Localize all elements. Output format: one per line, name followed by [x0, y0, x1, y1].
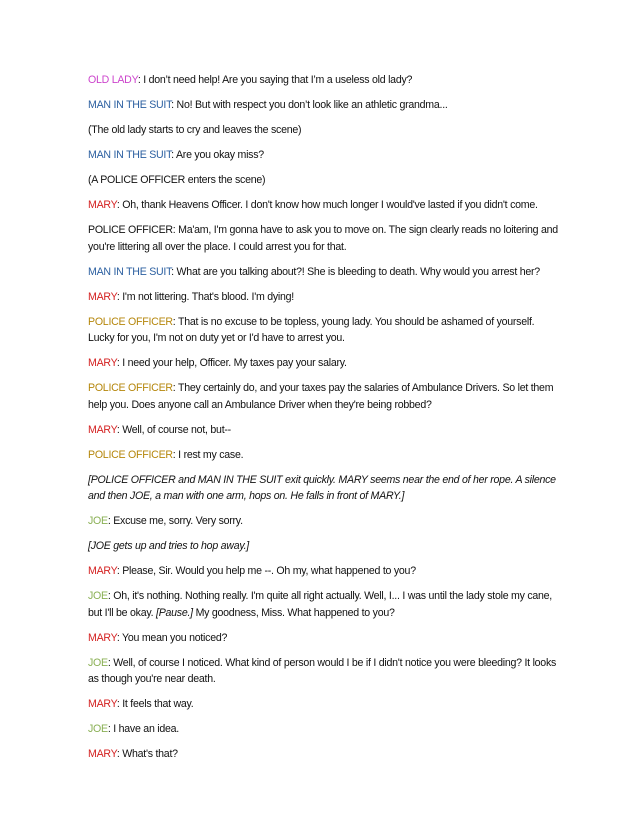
speaker-name: MARY: [88, 290, 117, 303]
dialogue-line: POLICE OFFICER: Ma'am, I'm gonna have to ask you to move on. The sign clearly reads no loitering and you're littering all over the place. I could arrest you for that.: [88, 224, 558, 253]
speaker-name: MARY: [88, 748, 117, 760]
dialogue-text: : Please, Sir. Would you help me --. Oh my, what happened to you?: [116, 565, 416, 577]
dialogue-text: : What's that?: [116, 748, 178, 760]
dialogue-text: : That is no excuse to be topless, young lady. You should be ashamed of yourself. Lucky for you, I'm not on duty yet or I'd have to arrest you.: [88, 315, 535, 344]
dialogue-text: : You mean you noticed?: [116, 631, 228, 644]
stage-direction-inline: [Pause.]: [156, 606, 193, 619]
speaker-name: MAN IN THE SUIT: [88, 99, 172, 111]
dialogue-line: [88, 422, 558, 439]
speaker-name: JOE: [88, 590, 108, 602]
stage-direction: (A POLICE OFFICER enters the scene): [88, 174, 266, 186]
dialogue-text: : I have an idea.: [107, 723, 179, 735]
dialogue-line: [88, 147, 558, 164]
dialogue-text: : They certainly do, and your taxes pay the salaries of Ambulance Drivers. So let them help you. Does anyone call an Ambulance Driver when they're being robbed?: [88, 382, 554, 411]
dialogue-text: : Oh, thank Heavens Officer. I don't know how much longer I would've lasted if you didn't come.: [116, 199, 538, 211]
dialogue-line: [88, 588, 558, 621]
speaker-name: JOE: [88, 656, 108, 669]
dialogue-line: [88, 289, 558, 306]
dialogue-text: : Excuse me, sorry. Very sorry.: [107, 515, 243, 527]
dialogue-line: [88, 513, 558, 530]
stage-direction: [POLICE OFFICER and MAN IN THE SUIT exit quickly. MARY seems near the end of her rope. A silence and then JOE, a man with one arm, hops on. He falls in front of MARY.]: [88, 473, 556, 502]
stage-direction: [JOE gets up and tries to hop away.]: [88, 540, 249, 552]
dialogue-text: : I don’t need help! Are you saying that I’m a useless old lady?: [137, 74, 413, 86]
dialogue-line: [88, 630, 558, 647]
dialogue-text: : I need your help, Officer. My taxes pay your salary.: [116, 357, 347, 369]
dialogue-line: [88, 447, 558, 464]
script-body: [88, 72, 558, 771]
dialogue-text: : Well, of course I noticed. What kind of person would I be if I didn't notice you were bleeding? It looks as though you're near death.: [88, 656, 557, 685]
speaker-name: JOE: [88, 723, 108, 735]
dialogue-text: : Well, of course not, but--: [116, 423, 231, 436]
speaker-name: MARY: [88, 357, 117, 369]
speaker-name: MARY: [88, 631, 117, 644]
dialogue-text-continued: My goodness, Miss. What happened to you?: [192, 606, 395, 619]
dialogue-line: [88, 655, 558, 688]
speaker-name: JOE: [88, 515, 108, 527]
speaker-name: MAN IN THE SUIT: [88, 265, 172, 278]
dialogue-line: [88, 72, 558, 89]
stage-direction: (The old lady starts to cry and leaves the scene): [88, 124, 302, 136]
speaker-name: POLICE OFFICER: [88, 448, 173, 461]
dialogue-line: [88, 563, 558, 580]
dialogue-line: [88, 746, 558, 763]
speaker-name: MARY: [88, 565, 117, 577]
speaker-name: POLICE OFFICER: [88, 382, 173, 394]
dialogue-line: [88, 197, 558, 214]
dialogue-text: : No! But with respect you don’t look like an athletic grandma...: [171, 99, 448, 111]
dialogue-text: : It feels that way.: [116, 698, 194, 710]
dialogue-line: [88, 696, 558, 713]
speaker-name: MARY: [88, 698, 117, 710]
dialogue-line: [88, 314, 558, 347]
dialogue-text: : I'm not littering. That's blood. I'm dying!: [116, 290, 294, 303]
dialogue-line: [88, 97, 558, 114]
dialogue-text: : What are you talking about?! She is bleeding to death. Why would you arrest her?: [171, 265, 540, 278]
speaker-name: MARY: [88, 423, 117, 436]
dialogue-text: : Oh, it's nothing. Nothing really. I'm quite all right actually. Well, I... I was until the lady stole my cane, but I'll be okay.: [88, 590, 553, 619]
speaker-name: MAN IN THE SUIT: [88, 149, 172, 161]
speaker-name: POLICE OFFICER: [88, 315, 173, 328]
dialogue-line: [88, 355, 558, 372]
dialogue-text: : Are you okay miss?: [171, 149, 264, 161]
dialogue-line: [88, 380, 558, 413]
dialogue-text: : I rest my case.: [172, 448, 244, 461]
dialogue-line: [88, 721, 558, 738]
speaker-name: MARY: [88, 199, 117, 211]
dialogue-line: [88, 264, 558, 281]
speaker-name: OLD LADY: [88, 74, 138, 86]
